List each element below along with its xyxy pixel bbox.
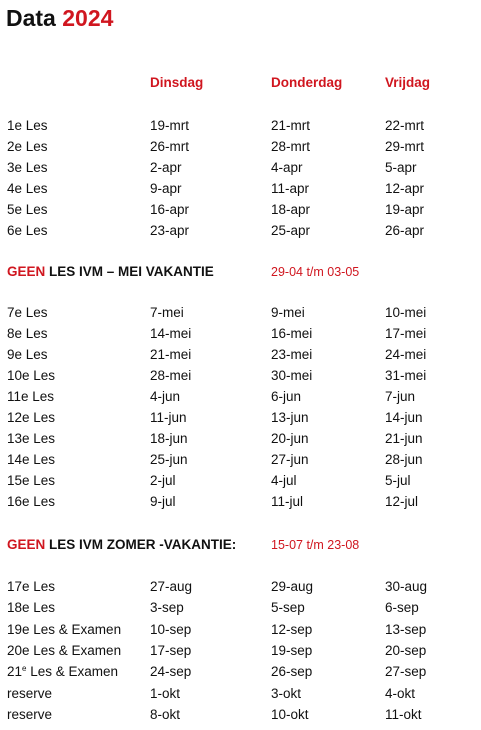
- schedule-row: [0, 685, 481, 705]
- schedule-row: [0, 599, 481, 619]
- date-vrijdag: 10-mei: [385, 305, 427, 320]
- lesson-label: 19e Les & Examen: [7, 621, 122, 637]
- date-donderdag: 6-jun: [271, 389, 302, 404]
- date-dinsdag: 11-jun: [150, 410, 187, 425]
- date-vrijdag: 27-sep: [385, 664, 427, 680]
- schedule-row: [0, 663, 481, 683]
- schedule-row: [0, 138, 481, 158]
- date-dinsdag: 19-mrt: [150, 118, 190, 133]
- lesson-label: 6e Les: [7, 223, 48, 238]
- date-vrijdag: 17-mei: [385, 326, 427, 341]
- lesson-label: 2e Les: [7, 139, 48, 154]
- date-dinsdag: 23-apr: [150, 223, 190, 238]
- date-dinsdag: 26-mrt: [150, 139, 190, 154]
- schedule-row: [0, 706, 481, 726]
- date-vrijdag: 28-jun: [385, 452, 423, 467]
- date-donderdag: 10-okt: [271, 706, 309, 722]
- date-dinsdag: 3-sep: [150, 600, 184, 616]
- date-dinsdag: 16-apr: [150, 202, 190, 217]
- page-title: [6, 4, 113, 32]
- lesson-label: 14e Les: [7, 452, 56, 467]
- lesson-label: 11e Les: [7, 389, 55, 404]
- date-dinsdag: 24-sep: [150, 664, 192, 680]
- lesson-label: 12e Les: [7, 410, 56, 425]
- schedule-row: [0, 472, 481, 492]
- schedule-row: [0, 367, 481, 387]
- lesson-label: 4e Les: [7, 181, 48, 196]
- date-vrijdag: 6-sep: [385, 600, 419, 616]
- date-vrijdag: 29-mrt: [385, 139, 425, 154]
- vacation-notice-mei: [7, 263, 214, 281]
- date-donderdag: 27-jun: [271, 452, 309, 467]
- lesson-text: Les & Examen: [26, 664, 119, 680]
- date-dinsdag: 9-apr: [150, 181, 182, 196]
- schedule-row: [0, 304, 481, 324]
- date-donderdag: 25-apr: [271, 223, 311, 238]
- schedule-row: [0, 325, 481, 345]
- date-donderdag: 11-jul: [271, 494, 304, 509]
- date-vrijdag: 4-okt: [385, 685, 416, 701]
- date-vrijdag: 20-sep: [385, 642, 427, 658]
- lesson-label: 8e Les: [7, 326, 48, 341]
- date-donderdag: 3-okt: [271, 685, 302, 701]
- column-header-donderdag: Donderdag: [271, 75, 343, 90]
- date-dinsdag: 14-mei: [150, 326, 192, 341]
- title-year: 2024: [62, 5, 114, 31]
- schedule-row: [0, 451, 481, 471]
- schedule-row: [0, 159, 481, 179]
- lesson-label: 3e Les: [7, 160, 48, 175]
- date-dinsdag: 21-mei: [150, 347, 192, 362]
- date-donderdag: 13-jun: [271, 410, 309, 425]
- date-donderdag: 23-mei: [271, 347, 313, 362]
- schedule-row: [0, 117, 481, 137]
- schedule-row: [0, 621, 481, 641]
- lesson-label: 9e Les: [7, 347, 48, 362]
- date-donderdag: 28-mrt: [271, 139, 311, 154]
- date-vrijdag: 22-mrt: [385, 118, 425, 133]
- date-vrijdag: 21-jun: [385, 431, 423, 446]
- schedule-row: [0, 409, 481, 429]
- date-dinsdag: 9-jul: [150, 494, 176, 509]
- vacation-dates-zomer: 15-07 t/m 23-08: [271, 538, 360, 552]
- date-dinsdag: 4-jun: [150, 389, 181, 404]
- schedule-row: [0, 493, 481, 513]
- date-vrijdag: 11-okt: [385, 706, 422, 722]
- schedule-row: [0, 430, 481, 450]
- date-dinsdag: 27-aug: [150, 579, 193, 594]
- notice-text: LES IVM ZOMER -VAKANTIE:: [45, 537, 237, 552]
- date-dinsdag: 25-jun: [150, 452, 188, 467]
- date-dinsdag: 8-okt: [150, 706, 181, 722]
- date-vrijdag: 26-apr: [385, 223, 425, 238]
- date-dinsdag: 18-jun: [150, 431, 188, 446]
- schedule-row: [0, 180, 481, 200]
- schedule-row: [0, 201, 481, 221]
- date-vrijdag: 7-jun: [385, 389, 416, 404]
- date-donderdag: 4-jul: [271, 473, 297, 488]
- lesson-label: 15e Les: [7, 473, 56, 488]
- date-donderdag: 21-mrt: [271, 118, 311, 133]
- date-vrijdag: 24-mei: [385, 347, 427, 362]
- date-dinsdag: 2-apr: [150, 160, 182, 175]
- date-donderdag: 29-aug: [271, 579, 314, 594]
- date-donderdag: 11-apr: [271, 181, 310, 196]
- notice-geen-label: GEEN: [7, 264, 46, 279]
- lesson-label: 10e Les: [7, 368, 56, 383]
- date-dinsdag: 2-jul: [150, 473, 176, 488]
- date-dinsdag: 17-sep: [150, 642, 192, 658]
- date-vrijdag: 12-apr: [385, 181, 425, 196]
- date-vrijdag: 31-mei: [385, 368, 427, 383]
- lesson-label: 18e Les: [7, 600, 56, 616]
- lesson-number: 21: [7, 664, 23, 680]
- schedule-row: [0, 222, 481, 242]
- lesson-label: reserve: [7, 685, 53, 701]
- date-vrijdag: 19-apr: [385, 202, 425, 217]
- notice-text: LES IVM – MEI VAKANTIE: [45, 264, 214, 279]
- date-vrijdag: 12-jul: [385, 494, 419, 509]
- title-prefix: Data: [6, 5, 56, 31]
- lesson-label: reserve: [7, 706, 53, 722]
- date-donderdag: 4-apr: [271, 160, 303, 175]
- date-dinsdag: 7-mei: [150, 305, 184, 320]
- date-vrijdag: 5-apr: [385, 160, 417, 175]
- lesson-label: 20e Les & Examen: [7, 642, 122, 658]
- lesson-label: 16e Les: [7, 494, 56, 509]
- date-donderdag: 26-sep: [271, 664, 313, 680]
- date-vrijdag: 30-aug: [385, 579, 428, 594]
- column-header-vrijdag: Vrijdag: [385, 75, 431, 90]
- date-donderdag: 12-sep: [271, 621, 313, 637]
- vacation-notice-zomer: [7, 536, 236, 554]
- date-dinsdag: 28-mei: [150, 368, 192, 383]
- date-donderdag: 18-apr: [271, 202, 311, 217]
- date-donderdag: 20-jun: [271, 431, 309, 446]
- date-donderdag: 19-sep: [271, 642, 313, 658]
- schedule-row: [0, 642, 481, 662]
- date-dinsdag: 1-okt: [150, 685, 181, 701]
- date-vrijdag: 13-sep: [385, 621, 427, 637]
- lesson-label: 5e Les: [7, 202, 48, 217]
- lesson-label: [7, 663, 118, 681]
- vacation-dates-mei: 29-04 t/m 03-05: [271, 265, 360, 279]
- lesson-label: 1e Les: [7, 118, 48, 133]
- date-donderdag: 16-mei: [271, 326, 313, 341]
- date-vrijdag: 14-jun: [385, 410, 423, 425]
- lesson-label: 7e Les: [7, 305, 48, 320]
- notice-geen-label: GEEN: [7, 537, 46, 552]
- date-donderdag: 5-sep: [271, 600, 305, 616]
- date-vrijdag: 5-jul: [385, 473, 411, 488]
- lesson-ordinal-suffix: e: [22, 664, 27, 674]
- date-donderdag: 30-mei: [271, 368, 313, 383]
- column-header-dinsdag: Dinsdag: [150, 75, 204, 90]
- date-donderdag: 9-mei: [271, 305, 305, 320]
- schedule-row: [0, 578, 481, 598]
- lesson-label: 17e Les: [7, 579, 56, 594]
- date-dinsdag: 10-sep: [150, 621, 192, 637]
- lesson-label: 13e Les: [7, 431, 56, 446]
- schedule-row: [0, 346, 481, 366]
- schedule-row: [0, 388, 481, 408]
